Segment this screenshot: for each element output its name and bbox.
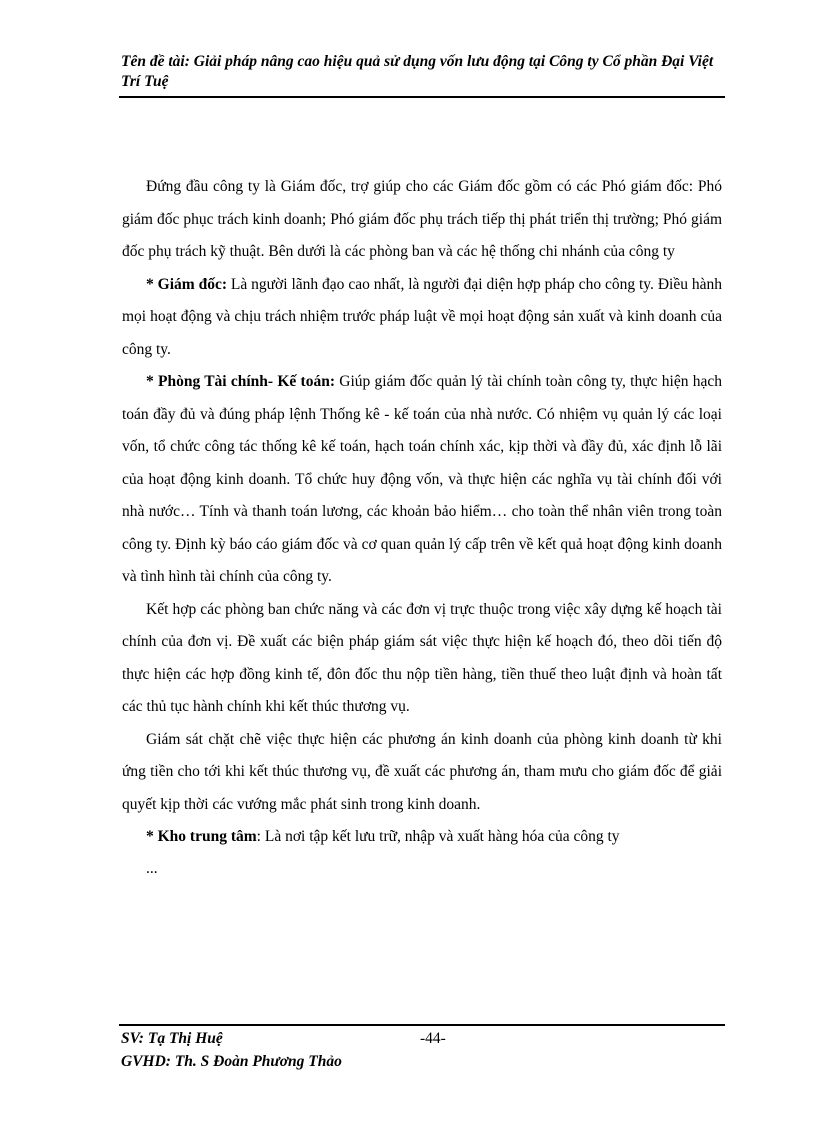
header-divider xyxy=(119,96,725,98)
finance-accounting-text: Giúp giám đốc quản lý tài chính toàn công ty, thực hiện hạch toán đầy đủ và đúng pháp lệnh Thống kê - kế toán của nhà nước. Có nhiệm vụ quản lý các loại vốn, tổ chức công tác thống kê kế toán, hạch toán chính xác, kịp thời và đầy đủ, xác định lỗ lãi của hoạt động kinh doanh. Tổ chức huy động vốn, và thực hiện các nghĩa vụ tài chính đối với nhà nước… Tính và thanh toán lương, các khoản bảo hiểm… cho toàn thể nhân viên trong toàn công ty. Định kỳ báo cáo giám đốc và cơ quan quản lý cấp trên về kết quả hoạt động kinh doanh và tình hình tài chính của công ty. xyxy=(122,373,722,585)
footer-divider xyxy=(119,1024,725,1026)
paragraph-central-warehouse xyxy=(122,821,722,854)
paragraph-coordination: Kết hợp các phòng ban chức năng và các đơn vị trực thuộc trong việc xây dựng kế hoạch tài chính của đơn vị. Đề xuất các biện pháp giám sát việc thực hiện kế hoạch đó, theo dõi tiến độ thực hiện các hợp đồng kinh tế, đôn đốc thu nộp tiền hàng, tiền thuế theo luật định và hoàn tất các thủ tục hành chính khi kết thúc thương vụ. xyxy=(122,600,722,715)
page-number: -44- xyxy=(420,1030,446,1047)
paragraph-director xyxy=(122,269,722,367)
advisor-name: GVHD: Th. S Đoàn Phương Thảo xyxy=(121,1053,342,1070)
paragraph-finance-accounting xyxy=(122,366,722,594)
central-warehouse-text: : Là nơi tập kết lưu trữ, nhập và xuất hàng hóa của công ty xyxy=(256,828,620,845)
paragraph-supervision: Giám sát chặt chẽ việc thực hiện các phương án kinh doanh của phòng kinh doanh từ khi ứng tiền cho tới khi kết thúc thương vụ, đề xuất các phương án, tham mưu cho giám đốc để giải quyết kịp thời các vướng mắc phát sinh trong kinh doanh. xyxy=(122,730,722,813)
paragraph-management-overview: Đứng đầu công ty là Giám đốc, trợ giúp cho các Giám đốc gồm có các Phó giám đốc: Phó giám đốc phục trách kinh doanh; Phó giám đốc phụ trách tiếp thị phát triển thị trường; Phó giám đốc phụ trách kỹ thuật. Bên dưới là các phòng ban và các hệ thống chi nhánh của công ty xyxy=(122,178,722,260)
central-warehouse-label: * Kho trung tâm xyxy=(146,828,257,845)
finance-accounting-label: * Phòng Tài chính- Kế toán: xyxy=(146,373,335,390)
document-body xyxy=(122,171,722,884)
director-text: Là người lãnh đạo cao nhất, là người đại diện hợp pháp cho công ty. Điều hành mọi hoạt động và chịu trách nhiệm trước pháp luật về mọi hoạt động sản xuất và kinh doanh của công ty. xyxy=(122,275,722,358)
document-title: Tên đề tài: Giải pháp nâng cao hiệu quả sử dụng vốn lưu động tại Công ty Cổ phần Đại Việt Trí Tuệ xyxy=(121,53,714,90)
director-label: * Giám đốc: xyxy=(146,275,227,293)
continuation-ellipsis: ... xyxy=(146,859,158,877)
student-name: SV: Tạ Thị Huệ xyxy=(121,1030,223,1047)
